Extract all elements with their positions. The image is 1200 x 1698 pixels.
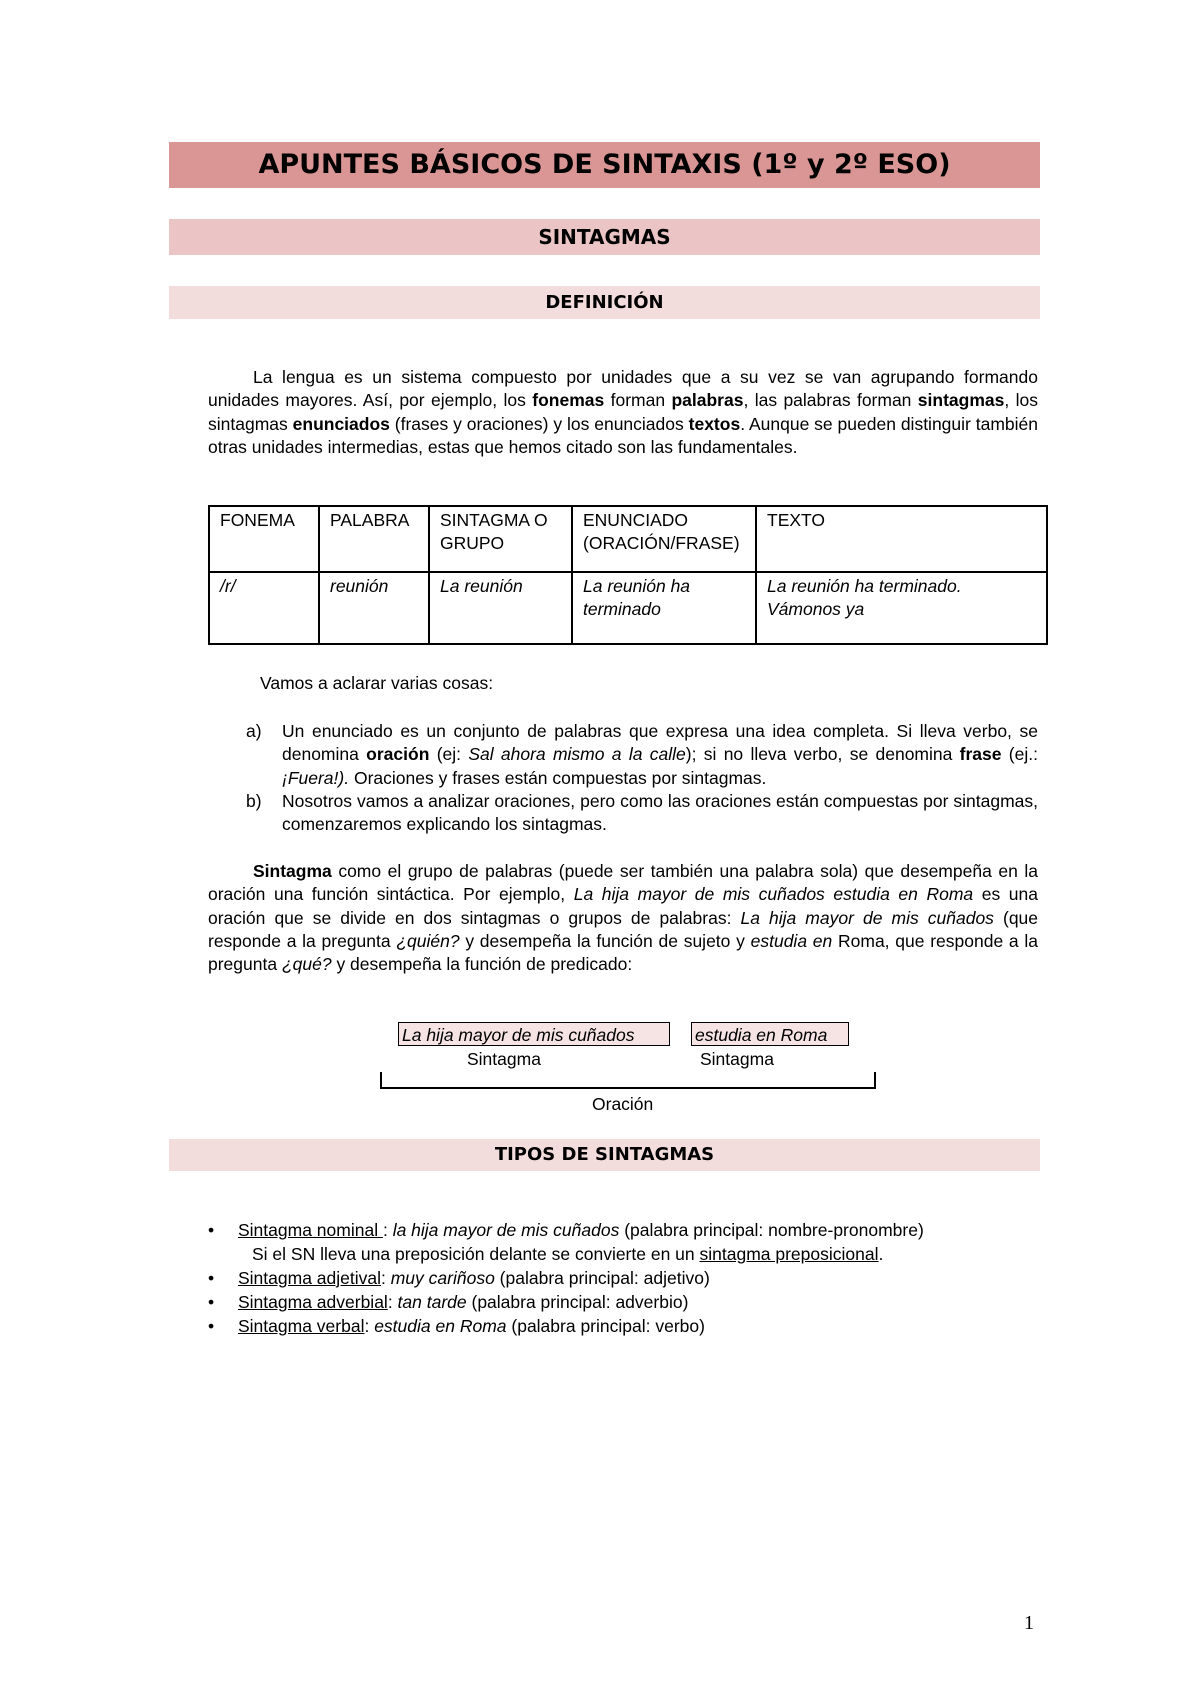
- table-header-cell: PALABRA: [319, 506, 429, 572]
- bullet-icon: •: [208, 1292, 215, 1312]
- list-item-adjetival: • Sintagma adjetival: muy cariñoso (palabra principal: adjetivo): [208, 1268, 710, 1288]
- list-item-verbal: • Sintagma verbal: estudia en Roma (palabra principal: verbo): [208, 1316, 705, 1336]
- list-item-text: Un enunciado es un conjunto de palabras que expresa una idea completa. Si lleva verbo, se denomina oración (ej: Sal ahora mismo a la calle); si no lleva verbo, se denomina frase (ej.: ¡Fuera!). Oraciones y frases están compuestas por sintagmas.: [282, 721, 1038, 788]
- bracket-baseline: [380, 1087, 876, 1089]
- sintagma-definition-paragraph: Sintagma como el grupo de palabras (puede ser también una palabra sola) que desempeña en la oración una función sintáctica. Por ejemplo, La hija mayor de mis cuñados estudia en Roma es una oración que se divide en dos sintagmas o grupos de palabras: La hija mayor de mis cuñados (que responde a la pregunta ¿quién? y desempeña la función de sujeto y estudia en Roma, que responde a la pregunta ¿qué? y desempeña la función de predicado:: [208, 861, 1039, 975]
- table-row: [209, 572, 1047, 644]
- aclarar-intro: Vamos a aclarar varias cosas:: [260, 673, 494, 693]
- list-marker: a): [246, 721, 262, 741]
- diagram-label-subject: Sintagma: [467, 1049, 541, 1069]
- list-item-a: [208, 720, 1038, 790]
- sintagma-types-list: [208, 1218, 1058, 1338]
- diagram-subject-box: La hija mayor de mis cuñados: [398, 1022, 670, 1046]
- table-header-cell: TEXTO: [756, 506, 1047, 572]
- diagram-predicate-box: estudia en Roma: [691, 1022, 849, 1046]
- list-item-b: [208, 790, 1038, 837]
- document-title: APUNTES BÁSICOS DE SINTAXIS (1º y 2º ESO): [169, 142, 1040, 188]
- list-item-text: Nosotros vamos a analizar oraciones, pero como las oraciones están compuestas por sintagmas, comenzaremos explicando los sintagmas.: [282, 791, 1038, 835]
- list-item-note: Si el SN lleva una preposición delante se convierte en un sintagma preposicional.: [252, 1244, 884, 1264]
- bracket-right-tick: [874, 1072, 876, 1088]
- diagram-sentence-bracket: [380, 1068, 876, 1090]
- table-cell: La reunión: [429, 572, 572, 644]
- table-cell: /r/: [209, 572, 319, 644]
- table-header-cell: FONEMA: [209, 506, 319, 572]
- linguistic-units-table: [208, 505, 1048, 645]
- bullet-icon: •: [208, 1316, 215, 1336]
- list-item-adverbial: • Sintagma adverbial: tan tarde (palabra principal: adverbio): [208, 1292, 689, 1312]
- list-item-nominal: • Sintagma nominal : la hija mayor de mis cuñados (palabra principal: nombre-pronombre) Si el SN lleva una preposición delante se convierte en un sintagma preposicional.: [208, 1218, 1058, 1266]
- diagram-label-sentence: Oración: [592, 1094, 654, 1114]
- table-cell: reunión: [319, 572, 429, 644]
- bracket-left-tick: [380, 1072, 382, 1088]
- table-cell: La reunión ha terminado. Vámonos ya: [756, 572, 1047, 644]
- bullet-icon: •: [208, 1268, 215, 1288]
- table-header-cell: SINTAGMA O GRUPO: [429, 506, 572, 572]
- diagram-label-predicate: Sintagma: [700, 1049, 774, 1069]
- subsection-heading-tipos: TIPOS DE SINTAGMAS: [169, 1139, 1040, 1171]
- page-number: 1: [1024, 1612, 1034, 1634]
- section-heading-sintagmas: SINTAGMAS: [169, 219, 1040, 255]
- subsection-heading-definicion: DEFINICIÓN: [169, 286, 1040, 319]
- table-header-row: [209, 506, 1047, 572]
- table-header-cell: ENUNCIADO (ORACIÓN/FRASE): [572, 506, 756, 572]
- table-cell: La reunión ha terminado: [572, 572, 756, 644]
- list-marker: b): [246, 791, 262, 811]
- intro-paragraph: La lengua es un sistema compuesto por unidades que a su vez se van agrupando formando unidades mayores. Así, por ejemplo, los fonemas forman palabras, las palabras forman sintagmas, los sintagmas enunciados (frases y oraciones) y los enunciados textos. Aunque se pueden distinguir también otras unidades intermedias, estas que hemos citado son las fundamentales.: [208, 367, 1038, 457]
- bullet-icon: •: [208, 1220, 215, 1240]
